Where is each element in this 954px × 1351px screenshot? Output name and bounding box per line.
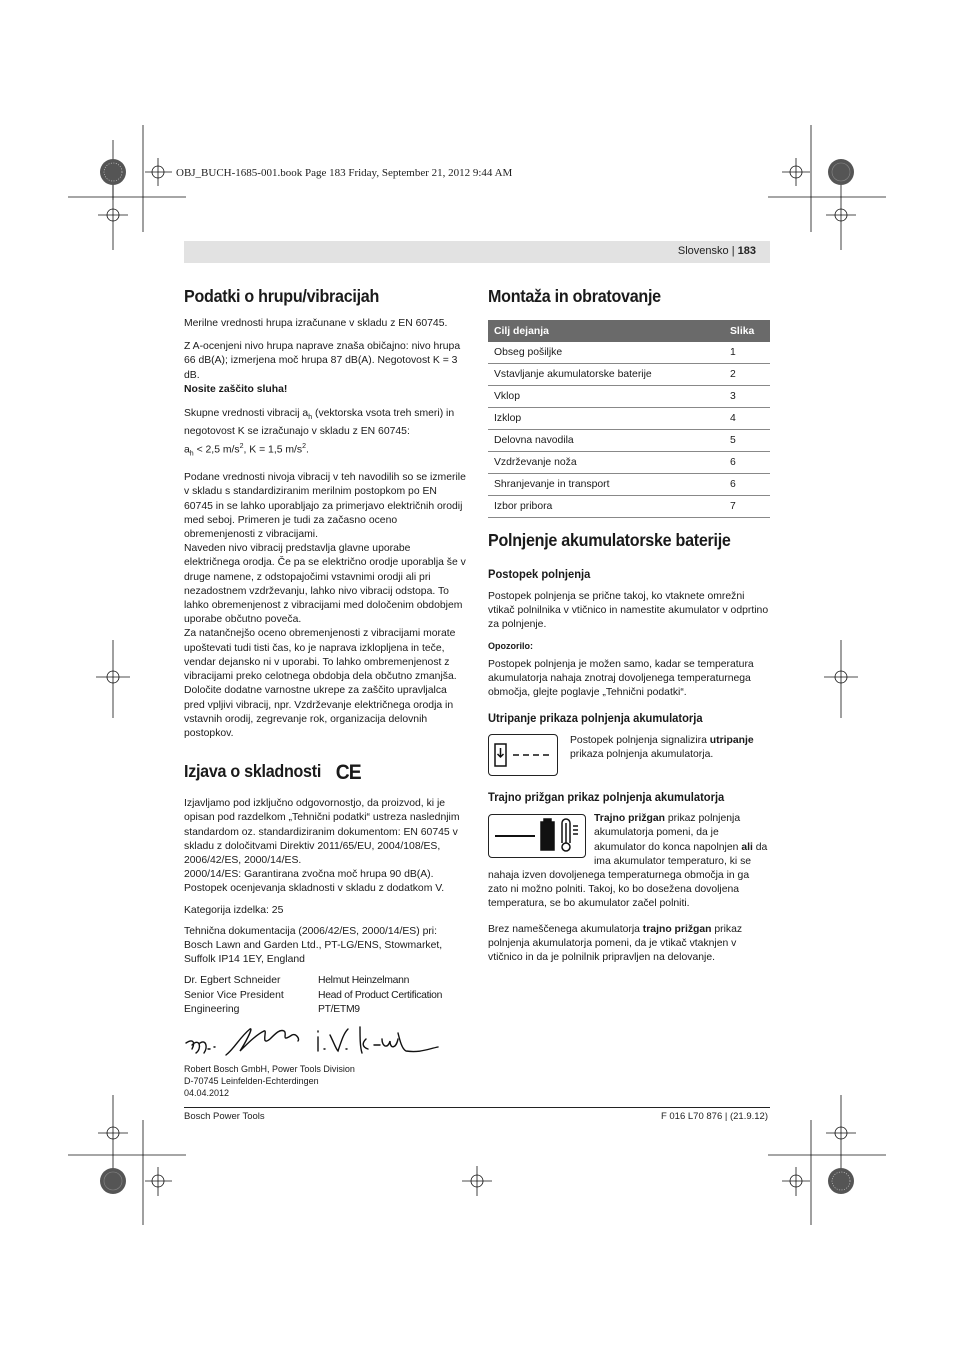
left-column	[184, 286, 466, 1099]
right-column	[488, 286, 770, 972]
charging-section-title: Polnjenje akumulatorske baterije	[488, 530, 731, 550]
noise-p3: Skupne vrednosti vibracij $a_h$ (vektorska vsota treh smeri) in negotovost K se izračunajo v skladu z EN 60745: $a_h < 2,5$ $m/s^2$, K = 1,5 $m/s^2$.	[184, 408, 455, 458]
ce-mark-icon: CE	[335, 761, 361, 785]
noise-p5: Naveden nivo vibracij predstavlja glavne uporabe električnega orodja. Če pa se električno orodje uporablja še v druge namene, z odstopajočimi vstavnimi orodji ali pri nezadostnem vzdrževanju, lahko nivo vibracij odstopa. To lahko obremenjenost z vibracijami med določenim obdobjem uporabe občutno poveča.	[184, 543, 466, 626]
assembly-table-header	[488, 320, 770, 342]
header-language: Slovensko	[677, 245, 729, 257]
table-row: Vzdrževanje noža 6	[488, 452, 770, 474]
col-header-figure: Slika	[724, 320, 770, 342]
table-row: Vstavljanje akumulatorske baterije 2	[488, 364, 770, 386]
steady-charge-indicator-icon	[488, 814, 586, 858]
blink-indicator-title: Utripanje prikaza polnjenja akumulatorja	[488, 711, 703, 726]
table-row: Izbor pribora 7	[488, 496, 770, 518]
warning-text: Postopek polnjenja je možen samo, kadar se temperatura akumulatorja nahaja znotraj dovoljenega temperaturnega območja, glejte poglavje „Tehnični podatki“.	[488, 658, 754, 699]
noise-p6: Za natančnejšo oceno obremenjenosti z vibracijami morate upoštevati tudi tisti čas, ko je naprava izklopljena in teče, vendar dejansko ni v uporabi. To lahko ombremenjenost z vibracijami preko celotnega obdobja dela občutno zmanjša. Določite dodatne varnostne ukrepe za zaščito upravljalca pred vpljivi vibracij, npr. Vzdrževanje električnega orodja in vstavnih orodij, zegrevanje rok, organizacija delovnih postopkov.	[184, 628, 457, 739]
table-row: Delovna navodila 5	[488, 430, 770, 452]
assembly-table	[488, 320, 770, 518]
conformity-section-title: Izjava o skladnosti CE	[184, 761, 361, 785]
assembly-section-title: Montaža in obratovanje	[488, 286, 661, 306]
handwritten-signatures	[184, 1019, 466, 1063]
page-number: 183	[737, 245, 756, 257]
charging-procedure-title: Postopek polnjenja	[488, 567, 591, 581]
signatory-2: Helmut Heinzelmann Head of Product Certification PT/ETM9	[318, 975, 443, 1015]
table-row: Obseg pošiljke 1	[488, 342, 770, 364]
footer-divider	[184, 1107, 770, 1108]
technical-documentation: Tehnična dokumentacija (2006/42/ES, 2000/14/ES) pri: Bosch Lawn and Garden Ltd., PT-LG/ENS, Stowmarket, Suffolk IP14 1EY, England	[184, 925, 443, 966]
blink-indicator-text: Postopek polnjenja signalizira utripanje prikaza polnjenja akumulatorja.	[570, 735, 754, 761]
blink-indicator-block	[488, 734, 770, 776]
signatory-1: Dr. Egbert Schneider Senior Vice President Engineering	[184, 975, 284, 1015]
table-row: Vklop 3	[488, 386, 770, 408]
footer-brand: Bosch Power Tools	[184, 1111, 265, 1122]
table-row: Izklop 4	[488, 408, 770, 430]
conformity-p2: 2000/14/ES: Garantirana zvočna moč hrupa 90 dB(A). Postopek ocenjevanja skladnosti v skladu z dodatkom V.	[184, 869, 445, 895]
no-battery-indicator-text: Brez nameščenega akumulatorja trajno prižgan prikaz polnjenja akumulatorja pomeni, da je vtikač vtaknjen v vtičnico in da je polnilnik pripravljen na delovanje.	[488, 923, 743, 964]
print-info-line: OBJ_BUCH-1685-001.book Page 183 Friday, September 21, 2012 9:44 AM	[176, 167, 513, 179]
noise-p1: Merilne vrednosti hrupa izračunane v skladu z EN 60745.	[184, 318, 448, 329]
hearing-protection-warning: Nosite zaščito sluha!	[184, 383, 288, 395]
noise-section-title: Podatki o hrupu/vibracijah	[184, 286, 380, 306]
noise-p2: Z A-ocenjeni nivo hrupa naprave znaša običajno: nivo hrupa 66 dB(A); izmerjena moč hrupa 87 dB(A). Negotovost K = 3 dB.	[184, 341, 461, 381]
signatories	[184, 974, 466, 1017]
noise-p4: Podane vrednosti nivoja vibracij v teh navodilih so se izmerile v skladu s standardiziranim merilnim postopkom po EN 60745 in se lahko uporabljajo za primerjavo električnih orodij med seboj. Primeren je tudi za začasno oceno obremenjenosti z vibracijami.	[184, 472, 466, 541]
steady-indicator-text: Trajno prižgan prikaz polnjenja akumulatorja pomeni, da je akumulator do konca napolnjen ali da ima akumulator temperaturo, ki se nahaja izven dovoljenega temperaturnega območja in ga zato ni možno polniti. Takoj, ko bo dosežena dovoljena temperatura, se bo akumulator začel polniti.	[488, 813, 768, 910]
conformity-p1: Izjavljamo pod izključno odgovornostjo, da proizvod, ki je opisan pod razdelkom „Tehnični podatki“ ustreza naslednjim standardom oz. standardiziranim dokumentom: EN 60745 v skladu z določitvami Direktiv 2011/65/EU, 2004/108/ES, 2006/42/ES, 2000/14/ES.	[184, 798, 460, 866]
col-header-action: Cilj dejanja	[488, 320, 724, 342]
blinking-charge-indicator-icon	[488, 734, 558, 776]
steady-indicator-title: Trajno prižgan prikaz polnjenja akumulatorja	[488, 790, 725, 805]
product-category: Kategorija izdelka: 25	[184, 904, 284, 916]
table-row: Shranjevanje in transport 6	[488, 474, 770, 496]
charging-procedure-text: Postopek polnjenja se prične takoj, ko vtaknete omrežni vtikač polnilnika v vtičnico in namestite akumulator v odprtino za polnjenje.	[488, 591, 769, 631]
footer-docnumber: F 016 L70 876 | (21.9.12)	[660, 1111, 768, 1122]
page-header: Slovensko | 183	[677, 245, 756, 257]
steady-indicator-block	[488, 812, 770, 965]
company-info: Robert Bosch GmbH, Power Tools Division D-70745 Leinfelden-Echterdingen 04.04.2012	[184, 1063, 355, 1098]
warning-label: Opozorilo:	[488, 640, 533, 651]
